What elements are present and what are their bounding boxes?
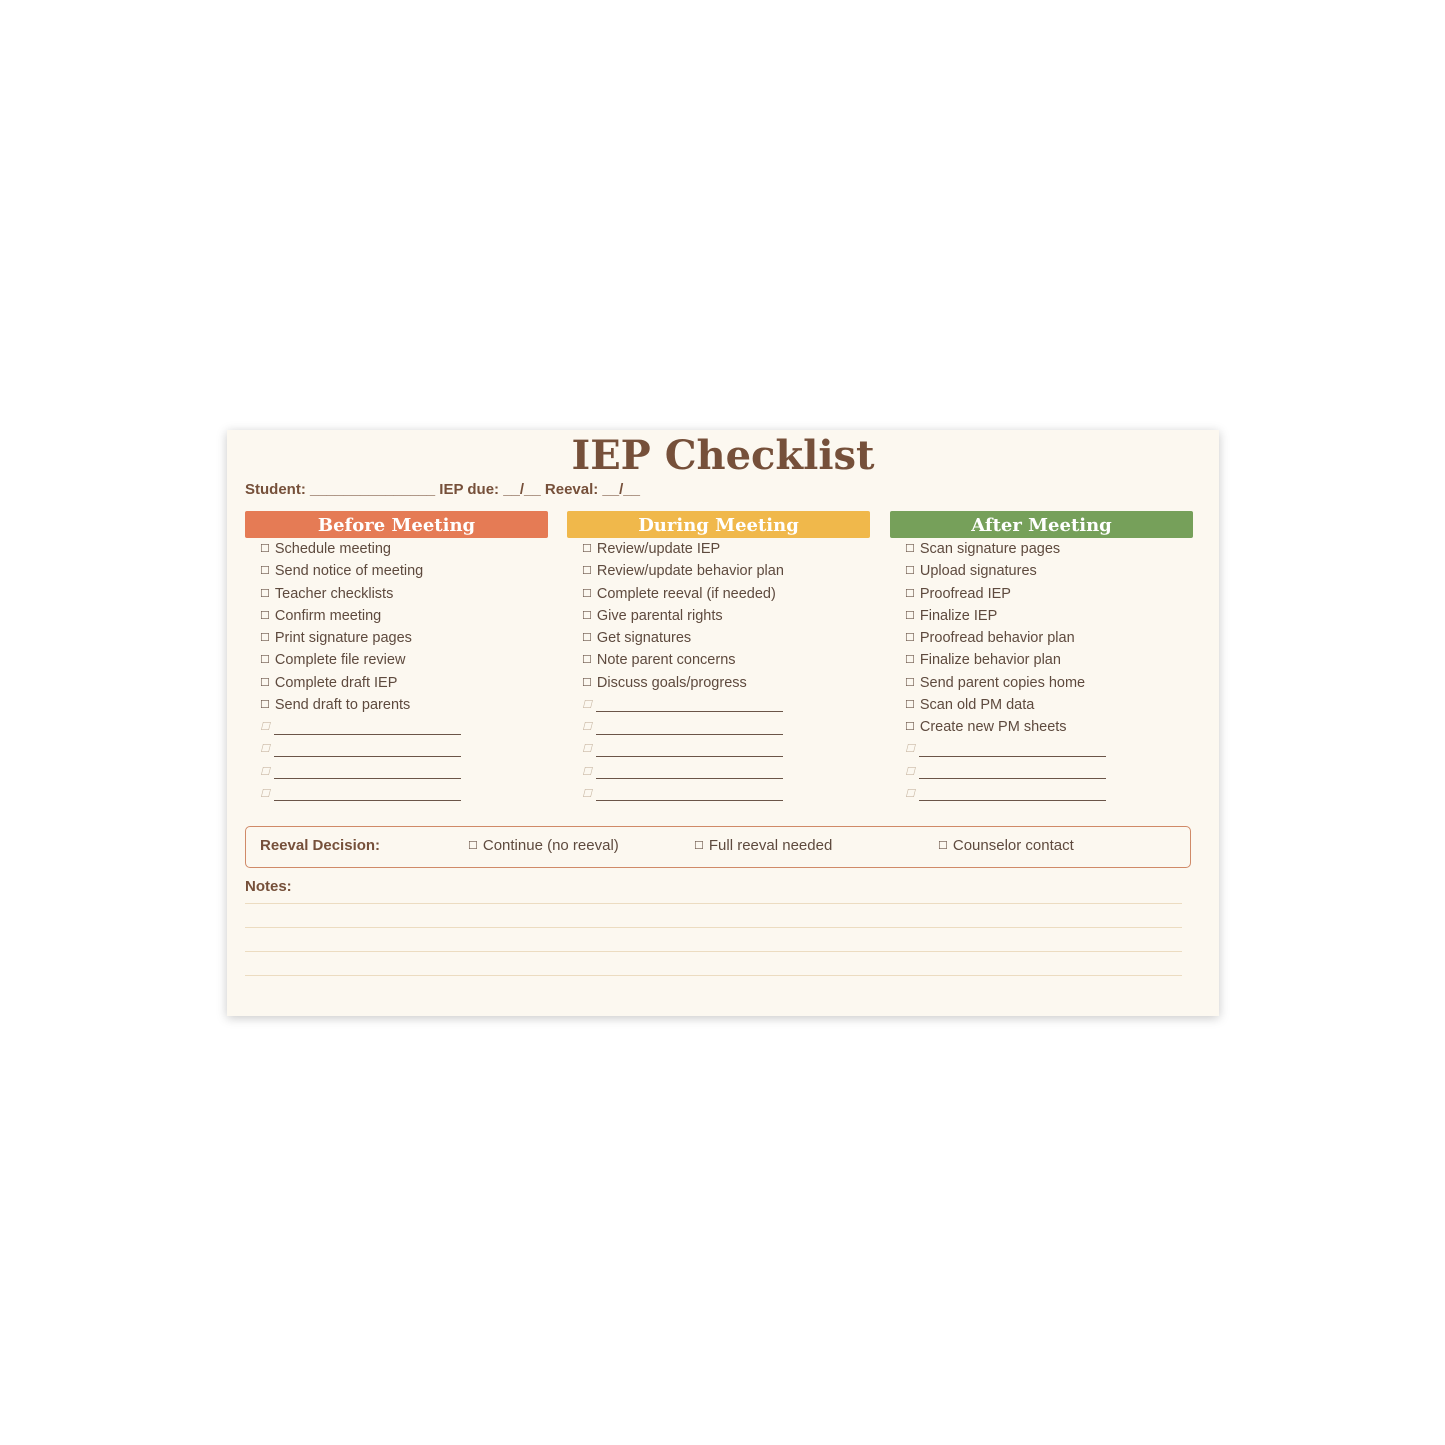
checklist-item[interactable] — [567, 649, 870, 671]
checkbox-icon[interactable]: ☐ — [260, 587, 270, 600]
checklist-item[interactable] — [567, 538, 870, 560]
checkbox-icon[interactable]: ☐ — [582, 654, 592, 667]
checklist-item-label: Scan old PM data — [919, 696, 1035, 713]
checkbox-icon[interactable]: ☐ — [938, 840, 948, 852]
checkbox-icon[interactable]: ☐ — [582, 743, 592, 756]
checklist-item[interactable] — [890, 649, 1193, 671]
checklist-item-label: Proofread IEP — [919, 585, 1011, 602]
checkbox-icon[interactable]: ☐ — [905, 721, 915, 733]
reeval-option-continue[interactable] — [468, 837, 619, 854]
checklist-item-label: Proofread behavior plan — [919, 630, 1075, 646]
checkbox-icon[interactable]: ☐ — [905, 743, 915, 756]
column-during-meeting — [567, 511, 870, 805]
checklist-item[interactable] — [567, 560, 870, 582]
write-in-line[interactable] — [274, 742, 461, 757]
checklist-item[interactable] — [890, 583, 1193, 605]
checklist-item[interactable] — [245, 583, 548, 605]
page-title: IEP Checklist — [571, 432, 875, 479]
checkbox-icon[interactable]: ☐ — [905, 787, 915, 800]
blank-checklist-item[interactable] — [890, 761, 1193, 783]
checkbox-icon[interactable]: ☐ — [582, 587, 592, 600]
blank-checklist-item[interactable] — [890, 738, 1193, 760]
write-in-line[interactable] — [274, 786, 461, 801]
checklist-item-label: Print signature pages — [274, 630, 412, 646]
write-in-line[interactable] — [274, 764, 461, 779]
blank-checklist-item[interactable] — [245, 738, 548, 760]
column-header: After Meeting — [890, 511, 1193, 538]
checklist-item[interactable] — [245, 605, 548, 627]
checklist-items — [890, 538, 1193, 805]
checklist-item-label: Finalize IEP — [919, 607, 998, 624]
reeval-decision-box — [245, 826, 1191, 868]
write-in-line[interactable] — [596, 697, 783, 712]
checklist-item[interactable] — [245, 627, 548, 649]
notes-line[interactable] — [245, 903, 1182, 904]
checkbox-icon[interactable]: ☐ — [905, 609, 915, 622]
checklist-item[interactable] — [567, 583, 870, 605]
checkbox-icon[interactable]: ☐ — [260, 632, 270, 644]
checklist-item-label: Complete draft IEP — [274, 674, 398, 691]
blank-checklist-item[interactable] — [890, 783, 1193, 805]
blank-checklist-item[interactable] — [245, 716, 548, 738]
checkbox-icon[interactable]: ☐ — [582, 676, 592, 689]
column-before-meeting — [245, 511, 548, 805]
checklist-item[interactable] — [245, 560, 548, 582]
column-header: Before Meeting — [245, 511, 548, 538]
write-in-line[interactable] — [919, 764, 1106, 779]
checklist-item[interactable] — [890, 605, 1193, 627]
checkbox-icon[interactable]: ☐ — [260, 721, 270, 733]
checklist-item[interactable] — [567, 627, 870, 649]
checklist-item-label: Complete reeval (if needed) — [596, 585, 776, 602]
blank-checklist-item[interactable] — [245, 761, 548, 783]
checkbox-icon[interactable]: ☐ — [905, 565, 915, 578]
checkbox-icon[interactable]: ☐ — [468, 840, 478, 852]
checklist-card — [227, 430, 1219, 1016]
checklist-item[interactable] — [245, 694, 548, 716]
checkbox-icon[interactable]: ☐ — [905, 698, 915, 711]
notes-line[interactable] — [245, 951, 1182, 952]
checklist-items — [567, 538, 870, 805]
notes-line[interactable] — [245, 927, 1182, 928]
blank-checklist-item[interactable] — [567, 694, 870, 716]
notes-label: Notes: — [245, 878, 292, 895]
checklist-item-label: Send notice of meeting — [274, 563, 424, 580]
option-label: Full reeval needed — [708, 837, 833, 854]
checklist-item-label: Send draft to parents — [274, 696, 411, 713]
write-in-line[interactable] — [596, 742, 783, 757]
checkbox-icon[interactable]: ☐ — [582, 609, 592, 622]
checklist-item-label: Complete file review — [274, 652, 406, 669]
checklist-item-label: Create new PM sheets — [919, 719, 1067, 735]
blank-checklist-item[interactable] — [567, 761, 870, 783]
checklist-item-label: Confirm meeting — [274, 607, 382, 624]
checklist-item-label: Teacher checklists — [274, 585, 394, 602]
blank-checklist-item[interactable] — [567, 738, 870, 760]
blank-checklist-item[interactable] — [245, 783, 548, 805]
checkbox-icon[interactable]: ☐ — [582, 543, 592, 555]
checklist-item-label: Review/update behavior plan — [596, 563, 784, 580]
checkbox-icon[interactable]: ☐ — [582, 698, 592, 711]
reeval-option-full[interactable] — [694, 837, 832, 854]
checkbox-icon[interactable]: ☐ — [582, 787, 592, 800]
checkbox-icon[interactable]: ☐ — [905, 765, 915, 778]
checkbox-icon[interactable]: ☐ — [905, 632, 915, 644]
checkbox-icon[interactable]: ☐ — [905, 654, 915, 667]
checklist-item-label: Note parent concerns — [596, 652, 736, 669]
checkbox-icon[interactable]: ☐ — [260, 765, 270, 778]
checklist-item[interactable] — [890, 560, 1193, 582]
checklist-item-label: Finalize behavior plan — [919, 652, 1061, 669]
notes-line[interactable] — [245, 975, 1182, 976]
blank-checklist-item[interactable] — [567, 716, 870, 738]
blank-checklist-item[interactable] — [567, 783, 870, 805]
checklist-item-label: Discuss goals/progress — [596, 674, 747, 691]
checklist-item-label: Schedule meeting — [274, 541, 391, 557]
write-in-line[interactable] — [919, 742, 1106, 757]
checkbox-icon[interactable]: ☐ — [905, 587, 915, 600]
checklist-items — [245, 538, 548, 805]
write-in-line[interactable] — [596, 720, 783, 735]
checklist-item[interactable] — [245, 649, 548, 671]
column-after-meeting — [890, 511, 1193, 805]
option-label: Counselor contact — [952, 837, 1074, 854]
checklist-item-label: Review/update IEP — [596, 541, 721, 557]
checkbox-icon[interactable]: ☐ — [260, 543, 270, 555]
checkbox-icon[interactable]: ☐ — [260, 565, 270, 578]
checklist-item[interactable] — [567, 672, 870, 694]
checkbox-icon[interactable]: ☐ — [260, 676, 270, 689]
checkbox-icon[interactable]: ☐ — [905, 543, 915, 555]
checklist-item[interactable] — [567, 605, 870, 627]
write-in-line[interactable] — [919, 786, 1106, 801]
column-header: During Meeting — [567, 511, 870, 538]
checklist-item[interactable] — [890, 694, 1193, 716]
checklist-item[interactable] — [245, 672, 548, 694]
reeval-decision-label: Reeval Decision: — [260, 837, 381, 854]
checkbox-icon[interactable]: ☐ — [905, 676, 915, 689]
checkbox-icon[interactable]: ☐ — [260, 698, 270, 711]
checklist-item[interactable] — [890, 538, 1193, 560]
write-in-line[interactable] — [274, 720, 461, 735]
checklist-item-label: Give parental rights — [596, 607, 723, 624]
checklist-item-label: Get signatures — [596, 630, 692, 646]
checklist-item[interactable] — [245, 538, 548, 560]
checklist-item-label: Scan signature pages — [919, 541, 1061, 557]
checkbox-icon[interactable]: ☐ — [582, 565, 592, 578]
checkbox-icon[interactable]: ☐ — [582, 632, 592, 644]
checkbox-icon[interactable]: ☐ — [260, 654, 270, 667]
checklist-item-label: Send parent copies home — [919, 674, 1086, 691]
checkbox-icon[interactable]: ☐ — [694, 840, 704, 852]
write-in-line[interactable] — [596, 786, 783, 801]
reeval-option-counselor[interactable] — [938, 837, 1074, 854]
student-info-line: Student: _______________ IEP due: __/__ Reeval: __/__ — [245, 481, 640, 498]
checklist-item[interactable] — [890, 672, 1193, 694]
write-in-line[interactable] — [596, 764, 783, 779]
checklist-item[interactable] — [890, 716, 1193, 738]
checklist-item[interactable] — [890, 627, 1193, 649]
checkbox-icon[interactable]: ☐ — [260, 743, 270, 756]
checkbox-icon[interactable]: ☐ — [582, 765, 592, 778]
checkbox-icon[interactable]: ☐ — [260, 787, 270, 800]
checkbox-icon[interactable]: ☐ — [260, 609, 270, 622]
option-label: Continue (no reeval) — [482, 837, 619, 854]
checklist-item-label: Upload signatures — [919, 563, 1037, 580]
checkbox-icon[interactable]: ☐ — [582, 721, 592, 733]
